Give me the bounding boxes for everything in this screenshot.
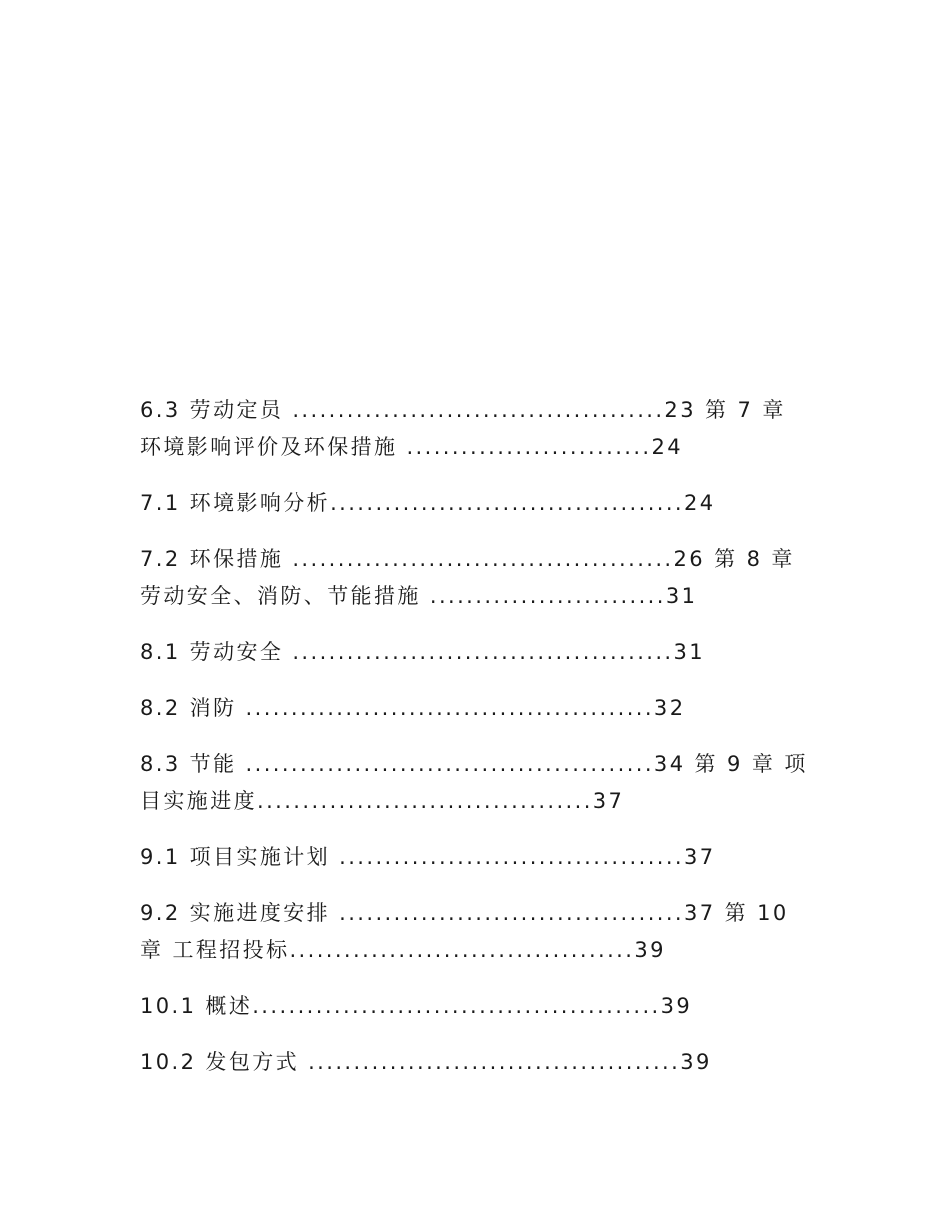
spacer	[140, 615, 810, 634]
toc-entry-9-2[interactable]: 9.2 实施进度安排 ......................................37 第 10 章 工程招投标......................................39	[140, 901, 798, 962]
table-of-contents	[140, 392, 810, 1081]
toc-entry-6-3[interactable]: 6.3 劳动定员 .........................................23 第 7 章 环境影响评价及环保措施 ...........................24	[140, 398, 795, 459]
spacer	[140, 727, 810, 746]
spacer	[140, 466, 810, 485]
toc-entry-7-2[interactable]: 7.2 环保措施 ..........................................26 第 8 章 劳动安全、消防、节能措施 ..........................31	[140, 547, 804, 608]
spacer	[140, 876, 810, 895]
toc-entry-10-2[interactable]: 10.2 发包方式 .........................................39	[140, 1050, 712, 1074]
toc-entry-10-1[interactable]: 10.1 概述.............................................39	[140, 994, 693, 1018]
spacer	[140, 969, 810, 988]
toc-entry-8-1[interactable]: 8.1 劳动安全 ..........................................31	[140, 640, 706, 664]
toc-entry-8-2[interactable]: 8.2 消防 .............................................32	[140, 696, 686, 720]
spacer	[140, 820, 810, 839]
toc-entry-9-1[interactable]: 9.1 项目实施计划 ......................................37	[140, 845, 716, 869]
spacer	[140, 522, 810, 541]
toc-entry-8-3[interactable]: 8.3 节能 .............................................34 第 9 章 项目实施进度.....................................37	[140, 752, 808, 813]
spacer	[140, 671, 810, 690]
toc-entry-7-1[interactable]: 7.1 环境影响分析.......................................24	[140, 491, 716, 515]
spacer	[140, 1025, 810, 1044]
